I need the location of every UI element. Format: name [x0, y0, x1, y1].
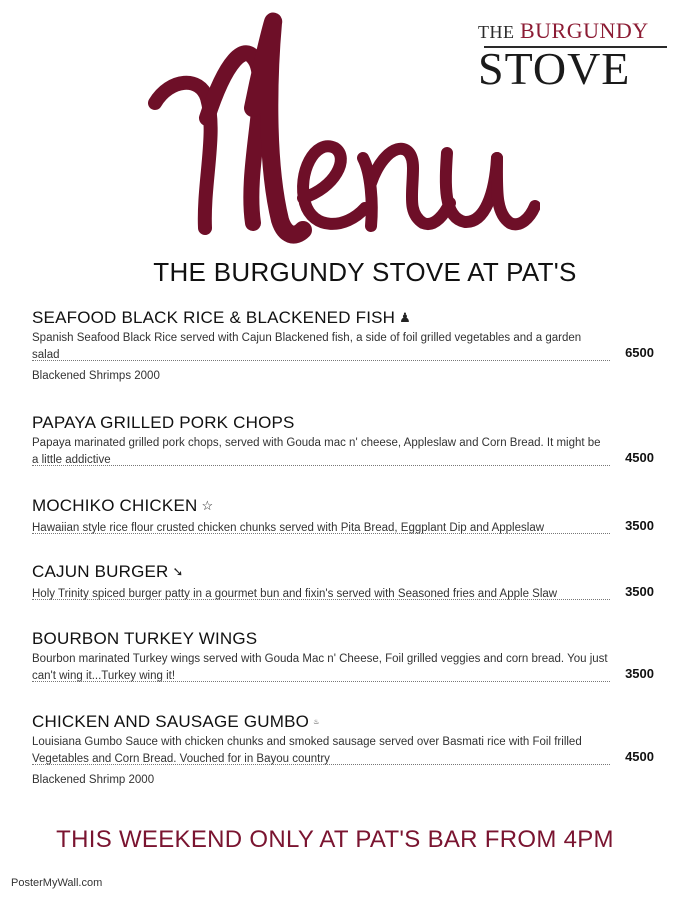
item-title [32, 560, 654, 584]
menu-item [32, 494, 654, 534]
menu-item [32, 306, 654, 382]
logo-stove: STOVE [478, 43, 631, 94]
item-description-text: Louisiana Gumbo Sauce with chicken chunks and smoked sausage served over Basmati rice with Foil frilled Vegetables and Corn Bread. Vouched for in Bayou country [32, 736, 582, 765]
item-extra: Blackened Shrimps 2000 [32, 370, 160, 382]
item-price: 6500 [625, 345, 654, 360]
item-price: 3500 [625, 584, 654, 599]
item-price: 3500 [625, 518, 654, 533]
item-title [32, 306, 654, 330]
item-price: 4500 [625, 450, 654, 465]
item-description [32, 330, 610, 361]
item-price: 4500 [625, 749, 654, 764]
item-extra: Blackened Shrimp 2000 [32, 774, 155, 786]
item-title-text: MOCHIKO CHICKEN [32, 496, 198, 515]
item-title [32, 411, 654, 435]
item-title [32, 627, 654, 651]
star-icon: ☆ [201, 498, 214, 513]
item-description-text: Spanish Seafood Black Rice served with Cajun Blackened fish, a side of foil grilled vegetables and a garden salad [32, 332, 582, 361]
item-description [32, 734, 610, 765]
watermark: PosterMyWall.com [11, 877, 103, 889]
menu-item [32, 560, 654, 600]
logo-the: THE [478, 22, 515, 42]
item-title-text: CAJUN BURGER [32, 562, 169, 581]
menu-item [32, 411, 654, 466]
menu-item [32, 710, 654, 786]
item-description [32, 651, 610, 682]
item-title [32, 494, 654, 518]
item-description-text: Bourbon marinated Turkey wings served with Gouda Mac n' Cheese, Foil grilled veggies and corn bread. You just can't wing it...Turkey wing it! [32, 653, 608, 682]
logo-burgundy: BURGUNDY [520, 18, 649, 43]
menu-item [32, 627, 654, 682]
dot-leader [32, 360, 610, 361]
dot-leader [32, 465, 610, 466]
item-title-text: CHICKEN AND SAUSAGE GUMBO [32, 712, 310, 731]
item-title-text: PAPAYA GRILLED PORK CHOPS [32, 413, 295, 432]
item-description-text: Hawaiian style rice flour crusted chicken chunks served with Pita Bread, Eggplant Dip and Appleslaw [32, 522, 545, 534]
promo-banner: THIS WEEKEND ONLY AT PAT'S BAR FROM 4PM [56, 826, 614, 853]
item-description-text: Holy Trinity spiced burger patty in a gourmet bun and fixin's served with Seasoned fries and Apple Slaw [32, 588, 558, 600]
brand-logo [478, 18, 673, 94]
chef-icon: ♟ [399, 310, 412, 325]
item-price: 3500 [625, 666, 654, 681]
page-subtitle: THE BURGUNDY STOVE AT PAT'S [153, 257, 577, 287]
item-description [32, 520, 610, 534]
item-title-text: BOURBON TURKEY WINGS [32, 629, 258, 648]
item-description-text: Papaya marinated grilled pork chops, served with Gouda mac n' cheese, Appleslaw and Corn Bread. It might be a little addictive [32, 437, 601, 466]
spicy-label-icon: ♨ [313, 719, 320, 726]
chili-icon: ➘ [172, 564, 184, 579]
item-description [32, 586, 610, 600]
item-description [32, 435, 610, 466]
item-title-text: SEAFOOD BLACK RICE & BLACKENED FISH [32, 308, 396, 327]
item-title [32, 710, 654, 734]
